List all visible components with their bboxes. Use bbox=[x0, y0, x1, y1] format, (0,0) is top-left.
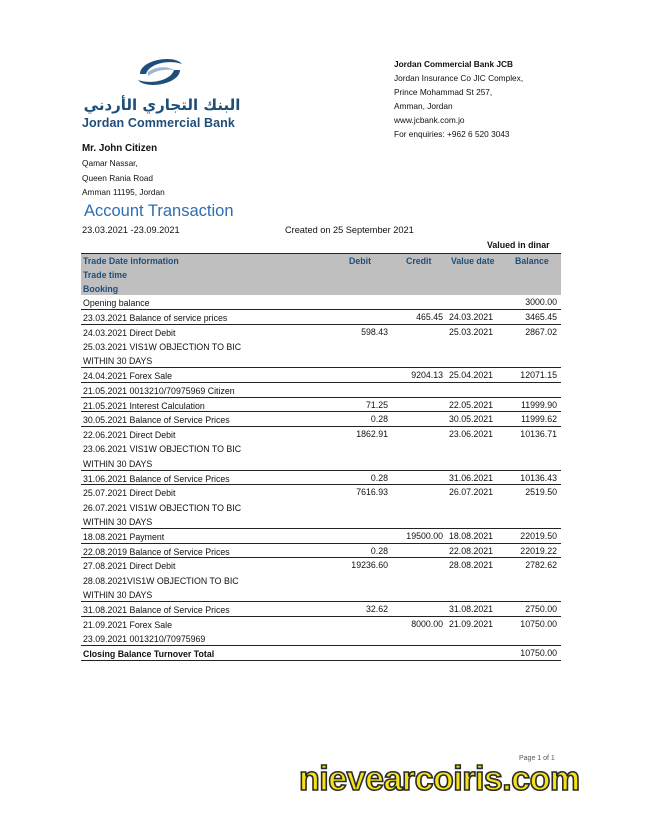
row-value-date: 23.06.2021 bbox=[449, 429, 494, 440]
table-row bbox=[81, 325, 561, 368]
table-row bbox=[81, 383, 561, 398]
header-trade-time: Trade time bbox=[83, 270, 128, 280]
row-description: 24.04.2021 Forex Sale bbox=[83, 370, 173, 381]
row-debit: 0.28 bbox=[370, 472, 388, 483]
table-row bbox=[81, 398, 561, 413]
customer-address-block bbox=[82, 142, 165, 200]
row-credit: 465.45 bbox=[416, 311, 443, 322]
row-balance: 22019.22 bbox=[520, 545, 557, 556]
row-value-date: 25.04.2021 bbox=[449, 369, 494, 380]
row-balance: 2750.00 bbox=[525, 603, 557, 614]
row-description: 25.07.2021 Direct Debit bbox=[83, 488, 176, 499]
table-row bbox=[81, 617, 561, 646]
table-row bbox=[81, 427, 561, 470]
header-debit: Debit bbox=[349, 256, 371, 266]
row-description: 22.06.2021 Direct Debit bbox=[83, 430, 176, 441]
bank-website: www.jcbank.com.jo bbox=[394, 115, 465, 125]
row-balance: 12071.15 bbox=[520, 369, 557, 380]
row-balance: 10136.43 bbox=[520, 472, 557, 483]
watermark: nievearcoiris.com bbox=[299, 760, 580, 798]
closing-balance-row bbox=[81, 646, 561, 661]
row-value-date: 22.08.2021 bbox=[449, 545, 494, 556]
row-description: 23.06.2021 VIS1W OBJECTION TO BIC bbox=[83, 444, 242, 455]
row-balance: 10750.00 bbox=[520, 618, 557, 629]
row-description: Opening balance bbox=[83, 298, 150, 308]
row-credit: 9204.13 bbox=[411, 369, 443, 380]
customer-address-line: Queen Rania Road bbox=[82, 172, 154, 183]
header-trade-date: Trade Date information bbox=[83, 256, 179, 266]
row-description: 21.05.2021 0013210/70975969 Citizen bbox=[83, 385, 235, 396]
row-description: 24.03.2021 Direct Debit bbox=[83, 327, 176, 338]
bank-address-line: Prince Mohammad St 257, bbox=[394, 87, 493, 97]
customer-address-line: Amman 11195, Jordan bbox=[82, 187, 165, 197]
row-description: WITHIN 30 DAYS bbox=[83, 458, 153, 469]
row-value-date: 30.05.2021 bbox=[449, 414, 494, 425]
row-debit: 7616.93 bbox=[356, 487, 388, 498]
row-description: 27.08.2021 Direct Debit bbox=[83, 561, 176, 572]
row-debit: 71.25 bbox=[365, 399, 388, 410]
row-balance: 3465.45 bbox=[525, 311, 557, 322]
currency-note: Valued in dinar bbox=[487, 240, 550, 250]
bank-address-block bbox=[394, 57, 523, 141]
row-description: 25.03.2021 VIS1W OBJECTION TO BIC bbox=[83, 341, 242, 352]
row-debit: 19236.60 bbox=[351, 560, 388, 571]
row-description: 21.05.2021 Interest Calculation bbox=[83, 400, 205, 411]
created-date: Created on 25 September 2021 bbox=[285, 225, 414, 235]
bank-logo-icon bbox=[134, 52, 186, 92]
header-balance: Balance bbox=[515, 256, 549, 266]
row-value-date: 24.03.2021 bbox=[449, 311, 494, 322]
header-value-date: Value date bbox=[451, 256, 495, 266]
bank-address-line: Jordan Insurance Co JIC Complex, bbox=[394, 73, 524, 83]
row-balance: 22019.50 bbox=[520, 530, 557, 541]
row-description: 21.09.2021 Forex Sale bbox=[83, 619, 173, 630]
page-number: Page 1 of 1 bbox=[519, 755, 555, 762]
row-value-date: 22.05.2021 bbox=[449, 399, 494, 410]
row-debit: 0.28 bbox=[370, 414, 388, 425]
row-debit: 32.62 bbox=[365, 603, 388, 614]
header-credit: Credit bbox=[406, 256, 432, 266]
table-row bbox=[81, 558, 561, 601]
row-balance: 3000.00 bbox=[525, 297, 557, 307]
row-debit: 1862.91 bbox=[356, 429, 388, 440]
row-description: 23.09.2021 0013210/70975969 bbox=[83, 633, 206, 644]
closing-balance-label: Closing Balance Turnover Total bbox=[83, 648, 215, 659]
row-value-date: 21.09.2021 bbox=[449, 618, 494, 629]
row-balance: 11999.90 bbox=[520, 399, 557, 410]
bank-logo bbox=[80, 52, 245, 132]
table-row bbox=[81, 412, 561, 427]
row-description: WITHIN 30 DAYS bbox=[83, 356, 153, 367]
row-balance: 2519.50 bbox=[525, 487, 557, 498]
row-debit: 598.43 bbox=[361, 326, 388, 337]
table-row bbox=[81, 485, 561, 528]
row-credit: 8000.00 bbox=[411, 618, 443, 629]
table-row bbox=[81, 310, 561, 325]
table-header bbox=[81, 253, 561, 295]
bank-enquiries: For enquiries: +962 6 520 3043 bbox=[394, 129, 510, 139]
row-value-date: 18.08.2021 bbox=[449, 530, 494, 541]
closing-balance-value: 10750.00 bbox=[520, 647, 557, 658]
bank-name: Jordan Commercial Bank JCB bbox=[394, 59, 513, 69]
transaction-table bbox=[81, 253, 561, 661]
row-description: 26.07.2021 VIS1W OBJECTION TO BIC bbox=[83, 502, 242, 513]
row-value-date: 26.07.2021 bbox=[449, 487, 494, 498]
row-balance: 2867.02 bbox=[525, 326, 557, 337]
table-row bbox=[81, 602, 561, 617]
customer-name: Mr. John Citizen bbox=[82, 143, 158, 154]
bank-address-line: Amman, Jordan bbox=[394, 101, 453, 111]
table-row bbox=[81, 368, 561, 383]
row-description: 30.05.2021 Balance of Service Prices bbox=[83, 415, 230, 426]
row-balance: 2782.62 bbox=[525, 560, 557, 571]
table-row bbox=[81, 471, 561, 486]
logo-arabic-name: البنك التجاري الأردني bbox=[83, 96, 241, 114]
row-description: WITHIN 30 DAYS bbox=[83, 589, 153, 600]
row-value-date: 25.03.2021 bbox=[449, 326, 494, 337]
row-description: 22.08.2019 Balance of Service Prices bbox=[83, 546, 230, 557]
row-description: 31.06.2021 Balance of Service Prices bbox=[83, 473, 230, 484]
header-booking: Booking bbox=[83, 284, 119, 294]
table-row bbox=[81, 544, 561, 559]
row-value-date: 31.08.2021 bbox=[449, 603, 494, 614]
row-balance: 10136.71 bbox=[520, 429, 557, 440]
table-body bbox=[81, 295, 561, 661]
row-description: WITHIN 30 DAYS bbox=[83, 516, 153, 527]
row-value-date: 31.06.2021 bbox=[449, 472, 494, 483]
document-title: Account Transaction bbox=[84, 202, 234, 220]
statement-period: 23.03.2021 -23.09.2021 bbox=[82, 225, 180, 235]
table-row bbox=[81, 295, 561, 310]
row-balance: 11999.62 bbox=[520, 414, 557, 425]
row-credit: 19500.00 bbox=[406, 530, 443, 541]
row-debit: 0.28 bbox=[370, 545, 388, 556]
row-value-date: 28.08.2021 bbox=[449, 560, 494, 571]
logo-english-name: Jordan Commercial Bank bbox=[82, 116, 235, 130]
table-row bbox=[81, 529, 561, 544]
row-description: 23.03.2021 Balance of service prices bbox=[83, 312, 228, 323]
customer-address-line: Qamar Nassar, bbox=[82, 158, 138, 168]
row-description: 31.08.2021 Balance of Service Prices bbox=[83, 604, 230, 615]
row-description: 18.08.2021 Payment bbox=[83, 531, 165, 542]
row-description: 28.08.2021VIS1W OBJECTION TO BIC bbox=[83, 575, 239, 586]
